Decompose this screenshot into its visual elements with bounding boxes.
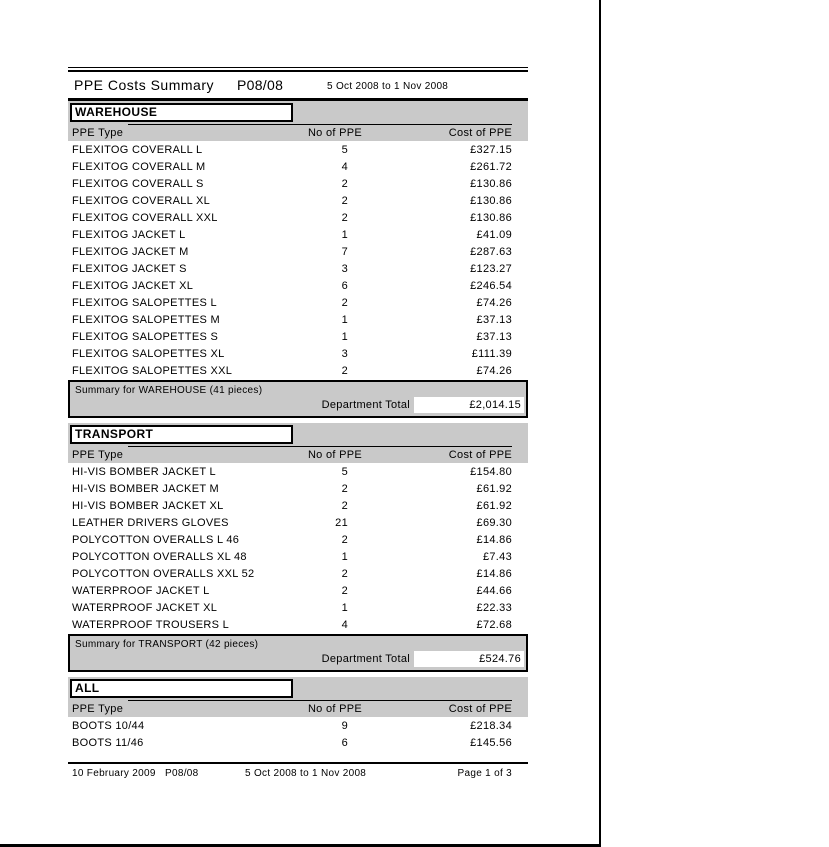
table-row: [68, 175, 528, 192]
cell-cost-of-ppe: £22.33: [476, 601, 512, 614]
department-total-label: Department Total: [321, 653, 410, 665]
cell-cost-of-ppe: £61.92: [476, 482, 512, 495]
cell-ppe-type: WATERPROOF JACKET XL: [72, 601, 218, 614]
cell-cost-of-ppe: £74.26: [476, 364, 512, 377]
col-header-cost: Cost of PPE: [448, 127, 512, 139]
table-row: [68, 463, 528, 480]
cell-cost-of-ppe: £130.86: [470, 177, 512, 190]
cell-cost-of-ppe: £111.39: [471, 347, 512, 360]
col-header-count: No of PPE: [307, 449, 362, 461]
cell-ppe-type: FLEXITOG SALOPETTES XL: [72, 347, 225, 360]
cell-cost-of-ppe: £145.56: [470, 736, 512, 749]
section-header-band: [68, 677, 528, 717]
cell-cost-of-ppe: £327.15: [470, 143, 512, 156]
report-period-code: P08/08: [237, 77, 284, 93]
table-row: [68, 294, 528, 311]
section-label: ALL: [70, 679, 293, 698]
cell-ppe-type: BOOTS 11/46: [72, 736, 144, 749]
cell-cost-of-ppe: £123.27: [470, 262, 512, 275]
cell-cost-of-ppe: £14.86: [476, 533, 512, 546]
cell-no-of-ppe: 2: [341, 194, 348, 207]
cell-no-of-ppe: 2: [341, 584, 348, 597]
footer-period-code: P08/08: [165, 768, 199, 779]
table-row: [68, 277, 528, 294]
cell-no-of-ppe: 1: [341, 313, 348, 326]
cell-no-of-ppe: 1: [341, 550, 348, 563]
table-row: [68, 548, 528, 565]
footer-page-number: Page 1 of 3: [457, 768, 512, 779]
cell-cost-of-ppe: £130.86: [470, 194, 512, 207]
cell-cost-of-ppe: £218.34: [470, 719, 512, 732]
table-row: [68, 480, 528, 497]
department-section: [68, 423, 528, 672]
section-label: TRANSPORT: [70, 425, 293, 444]
report-title: PPE Costs Summary: [74, 77, 214, 93]
report-date-range: 5 Oct 2008 to 1 Nov 2008: [327, 80, 449, 92]
cell-no-of-ppe: 4: [341, 618, 348, 631]
report-header: [68, 72, 528, 98]
table-row: [68, 514, 528, 531]
cell-ppe-type: FLEXITOG JACKET S: [72, 262, 187, 275]
cell-ppe-type: WATERPROOF TROUSERS L: [72, 618, 230, 631]
table-row: [68, 226, 528, 243]
table-row: [68, 328, 528, 345]
table-row: [68, 362, 528, 379]
table-row: [68, 311, 528, 328]
table-row: [68, 717, 528, 734]
column-header-row: [68, 701, 528, 717]
col-header-count: No of PPE: [307, 703, 362, 715]
cell-no-of-ppe: 2: [341, 364, 348, 377]
cell-no-of-ppe: 7: [341, 245, 348, 258]
col-header-cost: Cost of PPE: [448, 449, 512, 461]
table-row: [68, 582, 528, 599]
section-header-band: [68, 423, 528, 463]
cell-cost-of-ppe: £7.43: [482, 550, 512, 563]
cell-ppe-type: FLEXITOG COVERALL XL: [72, 194, 211, 207]
cell-ppe-type: HI-VIS BOMBER JACKET M: [72, 482, 219, 495]
table-row: [68, 531, 528, 548]
department-total-row: [70, 397, 524, 413]
cell-no-of-ppe: 1: [341, 228, 348, 241]
table-row: [68, 209, 528, 226]
section-rows: [68, 141, 528, 379]
summary-label: Summary for WAREHOUSE (41 pieces): [75, 385, 263, 396]
cell-ppe-type: FLEXITOG JACKET L: [72, 228, 186, 241]
col-header-count: No of PPE: [307, 127, 362, 139]
cell-cost-of-ppe: £261.72: [470, 160, 512, 173]
cell-cost-of-ppe: £61.92: [476, 499, 512, 512]
column-header-row: [68, 125, 528, 141]
cell-ppe-type: FLEXITOG SALOPETTES XXL: [72, 364, 233, 377]
cell-no-of-ppe: 6: [341, 736, 348, 749]
cell-ppe-type: FLEXITOG COVERALL XXL: [72, 211, 218, 224]
cell-ppe-type: FLEXITOG SALOPETTES S: [72, 330, 219, 343]
table-row: [68, 192, 528, 209]
summary-box: [68, 380, 528, 418]
cell-no-of-ppe: 2: [341, 533, 348, 546]
table-row: [68, 565, 528, 582]
table-row: [68, 345, 528, 362]
cell-ppe-type: FLEXITOG COVERALL S: [72, 177, 204, 190]
cell-ppe-type: FLEXITOG COVERALL M: [72, 160, 206, 173]
section-label: WAREHOUSE: [70, 103, 293, 122]
table-row: [68, 141, 528, 158]
table-row: [68, 734, 528, 751]
cell-cost-of-ppe: £69.30: [476, 516, 512, 529]
footer-date-range: 5 Oct 2008 to 1 Nov 2008: [245, 768, 367, 779]
cell-no-of-ppe: 2: [341, 296, 348, 309]
cell-ppe-type: POLYCOTTON OVERALLS L 46: [72, 533, 240, 546]
page-right-edge-line: [599, 0, 601, 847]
cell-no-of-ppe: 2: [341, 177, 348, 190]
department-total-label: Department Total: [321, 399, 410, 411]
cell-no-of-ppe: 1: [341, 601, 348, 614]
cell-ppe-type: BOOTS 10/44: [72, 719, 145, 732]
cell-cost-of-ppe: £44.66: [476, 584, 512, 597]
cell-ppe-type: FLEXITOG SALOPETTES M: [72, 313, 220, 326]
cell-ppe-type: FLEXITOG COVERALL L: [72, 143, 203, 156]
table-row: [68, 497, 528, 514]
col-header-type: PPE Type: [72, 449, 124, 461]
col-header-type: PPE Type: [72, 703, 124, 715]
cell-ppe-type: FLEXITOG JACKET XL: [72, 279, 194, 292]
table-row: [68, 260, 528, 277]
section-rows: [68, 717, 528, 751]
cell-cost-of-ppe: £41.09: [476, 228, 512, 241]
cell-no-of-ppe: 3: [341, 262, 348, 275]
table-row: [68, 158, 528, 175]
report-sections: [68, 101, 528, 751]
cell-cost-of-ppe: £74.26: [476, 296, 512, 309]
cell-no-of-ppe: 1: [341, 330, 348, 343]
report-footer: [68, 764, 528, 779]
cell-cost-of-ppe: £37.13: [476, 330, 512, 343]
department-total-value: £524.76: [414, 651, 524, 667]
col-header-type: PPE Type: [72, 127, 124, 139]
cell-cost-of-ppe: £72.68: [476, 618, 512, 631]
summary-box: [68, 634, 528, 672]
summary-label: Summary for TRANSPORT (42 pieces): [75, 639, 259, 650]
table-row: [68, 616, 528, 633]
table-row: [68, 599, 528, 616]
footer-print-date: 10 February 2009: [72, 768, 156, 779]
section-rows: [68, 463, 528, 633]
cell-cost-of-ppe: £130.86: [470, 211, 512, 224]
cell-ppe-type: FLEXITOG SALOPETTES L: [72, 296, 217, 309]
cell-no-of-ppe: 21: [335, 516, 348, 529]
section-header-band: [68, 101, 528, 141]
cell-no-of-ppe: 6: [341, 279, 348, 292]
col-header-cost: Cost of PPE: [448, 703, 512, 715]
cell-no-of-ppe: 4: [341, 160, 348, 173]
cell-no-of-ppe: 2: [341, 211, 348, 224]
cell-ppe-type: LEATHER DRIVERS GLOVES: [72, 516, 229, 529]
cell-cost-of-ppe: £154.80: [470, 465, 512, 478]
report-body: [68, 67, 528, 779]
cell-cost-of-ppe: £14.86: [476, 567, 512, 580]
table-row: [68, 243, 528, 260]
department-section: [68, 677, 528, 751]
cell-cost-of-ppe: £246.54: [470, 279, 512, 292]
cell-no-of-ppe: 5: [341, 465, 348, 478]
cell-cost-of-ppe: £287.63: [470, 245, 512, 258]
cell-ppe-type: POLYCOTTON OVERALLS XL 48: [72, 550, 247, 563]
cell-ppe-type: HI-VIS BOMBER JACKET L: [72, 465, 216, 478]
column-header-row: [68, 447, 528, 463]
department-total-value: £2,014.15: [414, 397, 524, 413]
cell-ppe-type: WATERPROOF JACKET L: [72, 584, 210, 597]
cell-ppe-type: HI-VIS BOMBER JACKET XL: [72, 499, 224, 512]
cell-no-of-ppe: 5: [341, 143, 348, 156]
department-total-row: [70, 651, 524, 667]
cell-no-of-ppe: 2: [341, 499, 348, 512]
cell-no-of-ppe: 9: [341, 719, 348, 732]
cell-ppe-type: POLYCOTTON OVERALLS XXL 52: [72, 567, 255, 580]
cell-no-of-ppe: 2: [341, 482, 348, 495]
cell-ppe-type: FLEXITOG JACKET M: [72, 245, 189, 258]
department-section: [68, 101, 528, 418]
cell-no-of-ppe: 3: [341, 347, 348, 360]
cell-no-of-ppe: 2: [341, 567, 348, 580]
cell-cost-of-ppe: £37.13: [476, 313, 512, 326]
